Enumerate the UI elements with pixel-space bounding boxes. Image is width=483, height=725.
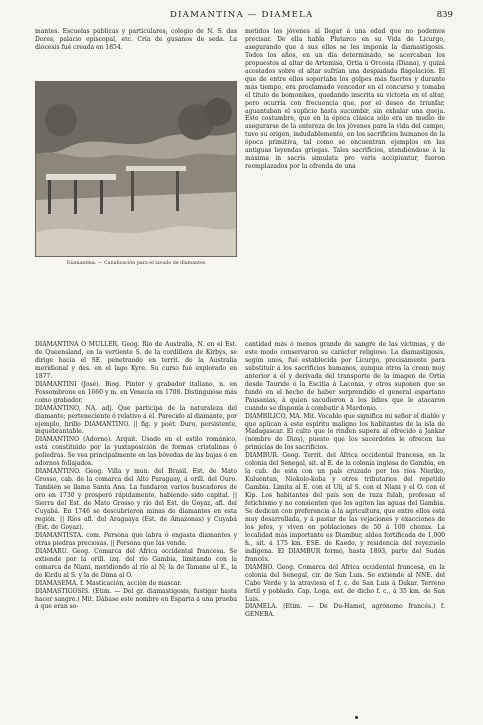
- entry-paragraph: DIAMBO. Geog. Comarca del Africa occidental francesa, en la colonia del Senegal, cir. de San Luis. Se extiende al NNE. del Cabo Verde y la atraviesa el f. c. de San Luis á Dakar. Terreno fértil y poblado. Cap. Loga, est. de dicho f. c., á 35 km. de San Luis.: [245, 563, 445, 603]
- entry-paragraph: DIAMANTINO (Adorno). Arquit. Usado en el estilo románico, está constituído por la yuxtaposición de formas cristalinas ó poliedras. Se vea principalmente en las bóvedas de las bajas ó en adornos follajados.: [35, 436, 237, 468]
- footer-dot: [355, 716, 358, 719]
- right-column: [245, 341, 445, 711]
- entry-paragraph: DIAMARU. Geog. Comarca del Africa occidental francesa. Se extiende por la orill. izq. del río Gambia, limitando con la comarca de Niani, meridiondo al río al N; la de Tamane al E., la de Kirdu al S. y la de Dima al O.: [35, 547, 237, 579]
- photo-illustration: [36, 82, 236, 256]
- page-number: 839: [436, 10, 453, 20]
- page-header: [0, 10, 483, 24]
- top-left-text: [35, 28, 237, 78]
- entry-paragraph: DIAMANTINO. Geog. Villa y mun. del Brasil. Est. de Mato Grosso, cab. de la comarca del Alto Paraguay, á orill. del Ouro. También se llama Santa Ana. La fundaron varios buscadores de oro en 1730 y prosperó rápidamente, habiendo sido capital. || Sierra del Est. de Mato Grosso y río del Est. de Goyaz, afl. del Cuyabá. En 1746 se descubrieron minas de diamantes en esta región. || Ríos afl. del Araguaya (Est. de Amazonas) y Cuyabá (Est. de Goyaz).: [35, 468, 237, 531]
- top-right-paragraph: metidos los jóvenes al llegar á una edad que no podemos precisar. De ella habla Plutarco en su Vida de Licurgo, asegurando que á sus ellos se les imponía la diamastigosis. Todos los años, en un día determinado, se acercaban los propuestos al altar de Artemisa, Ortia ú Orcosia (Diana), y quizá acostados sobre el altar sufrían una despiadada flagelación. El que de entre ellos soportaba los golpes más fuertes y durante más tiempo, era proclamado vencedor en el concurso y tomaba el título de bomonikes, quedando inscrita su victoria en el altar, pero ocurría con frecuencia que, por el deseo de triunfar, aguantaban el suplicio hasta sucumbir, sin exhalar una queja. Este costumbre, que en la época clásica sólo era un medio de asegurarse de la entereza de los jóvenes para la vida del campo, tuvo su origen, indudablemente, en los sacrificios humanos de la época primitiva, tal como se encuentran ejemplos en las antiguas leyendas griegas. Tales sacrificios, atendiéndose á la máxima in sacris simulata pro veris accipiuntur, fueron reemplazados por la ofrenda de una: [245, 28, 445, 171]
- entry-paragraph: DIAMANTINI (José). Biog. Pintor y grabador italiano, n. en Fossombrone en 1660 y m. en Venecia en 1708. Distinguióse más como grabador.: [35, 380, 237, 404]
- entry-paragraph: DIAMELA. (Etim. — De Du-Hamel, agrónomo francés.) f. GENEBA.: [245, 603, 445, 619]
- photo-caption: Diamantina. — Canalización para el lavado de diamantes: [66, 261, 206, 266]
- entry-paragraph: DIAMANTISTA. com. Persona que labra ó engasta diamantes y otras piedras preciosas. || Persona que las vende.: [35, 531, 237, 547]
- left-column: [35, 341, 237, 711]
- entry-paragraph: DIAMASEMA. f. Masticación, acción de mascar.: [35, 579, 182, 587]
- entry-paragraph: cantidad más ó menos grande de sangre de las víctimas, y de este modo conservaron su carácter religioso. La diamastigosis, según unos, fué establecida por Licurgo, precisamente para substituir á los sacrificios humanos, aunque otros la creen muy anterior á él y derivada del transporte de la imagen de Ortia desde Tauride ó la Escitia á Laconia, y otros suponen que se fundó en el hecho de haber sorprendido el general espartano Pausanias, á quien sacudieron á los lidios que le atacaron cuando se disponía á combatir á Mardonio.: [245, 341, 445, 412]
- running-title: DIAMANTINA — DIAMELA: [170, 10, 314, 20]
- entry-paragraph: DIAMBUR. Geog. Territ. del Africa occidental francesa, en la colonia del Senegal, sit. al E. de la colonia inglesa de Gambia, en la cab. de esta con un país cruzado por los ríos Nieriko, Kuluontun, Niokolo-koba y otros tributarios del repetido Gambia. Limita al E. con el Uli, al S. con el Niani y el O. con el Kip. Los habitantes del país son de raza fulah, profesan el fetichismo y no consienten que los agiten las aguas del Gambia. Se dedican con preferencia á la agricultura, que entre ellos está muy desarrollada, y á pastar de las vejaciones y exacciones de los jefes, y viven en poblaciones de 50 á 100 chozas. La localidad más importante es Diambur, aldea fortificada de 1,000 h., sit. á 175 km. ESE. de Kaedo, y residencia del reyezuelo indígena. El DIAMBUR formó, hasta 1893, parte del Sudán francés.: [245, 452, 445, 563]
- entry-paragraph: DIAMANTINO, NA. adj. Que participa de la naturaleza del diamante; perteneciente ó relativo á él. Parecido al diamante, por ejemplo, brillo DIAMANTINO. || fig. y poét. Duro, persistente, inquebrantable.: [35, 404, 237, 436]
- diamond-washing-photo: [35, 81, 237, 257]
- entry-paragraph: DIAMANTINA Ó MÜLLER. Geog. Río de Australia, N. en el Est. de Queensland, en la vertiente S. de la cordillera de Kirbys, se dirige hacia el SE. penetrando en territ. de la Australia meridional y des. en el lago Kyre. Su curso fué explorado en 1877.: [35, 341, 237, 380]
- top-left-paragraph: mantes. Escuelas públicas y particulares, colegio de N. S. das Dores, palacio episcopal, etc. Cría de gusanos de seda. La diócesis fué creada en 1854.: [35, 28, 237, 51]
- top-right-text: [245, 28, 445, 334]
- entry-paragraph: DIAMASTIGOSIS. (Etim. — Del gr. diamastigosis, fustigar hasta hacer sangre.) Mit. Dábase este nombre en Esparta á una prueba á que eran so-: [35, 587, 237, 611]
- entry-paragraph: DIAMBILICO, MA. Mit. Vocablo que significa mi señor el diablo y que aplican á este espíritu maligno los habitantes de la isla de Madagascar. El culto que le rinden supera al ofrecido á Jankar (nombre de Dios), puesto que los sacerdotes le ofrecen las primicias de los sacrificios.: [245, 412, 445, 452]
